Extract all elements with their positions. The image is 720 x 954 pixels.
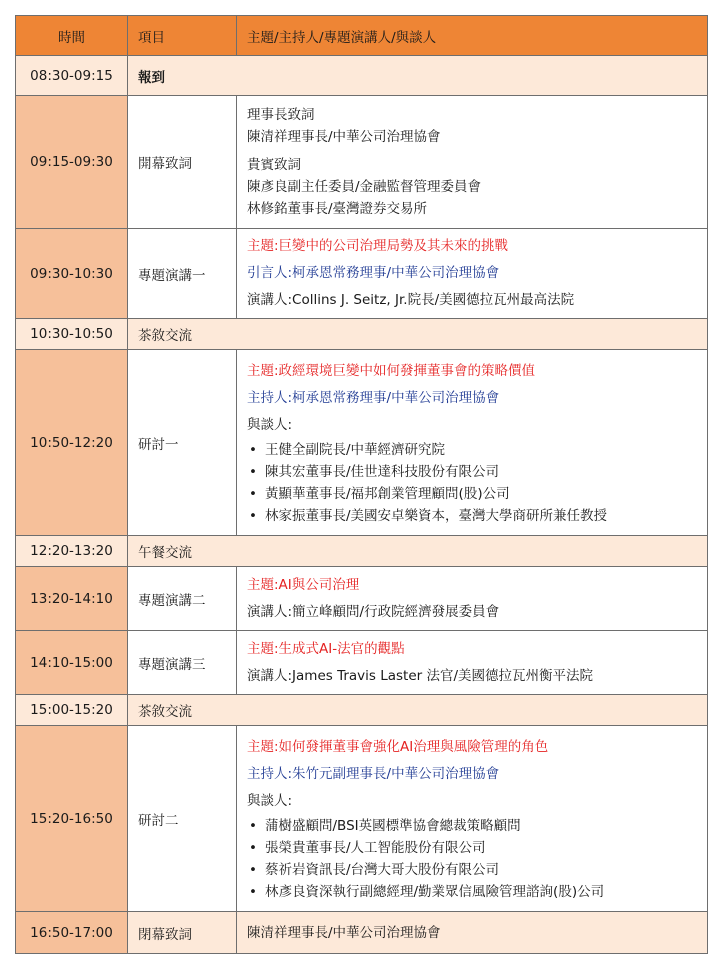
- table-row: [16, 319, 708, 350]
- table-row: [16, 726, 708, 912]
- topic-line: 貴賓致詞: [247, 157, 301, 173]
- table-row: [16, 695, 708, 726]
- item-cell: 專題演講二: [128, 567, 237, 631]
- topic-cell: 陳清祥理事長/中華公司治理協會: [237, 912, 708, 954]
- panelist-list: [247, 439, 697, 527]
- topic-line: 理事長致詞: [247, 107, 315, 123]
- topic-cell: [237, 350, 708, 536]
- list-item: • 張榮貴董事長/人工智能股份有限公司: [247, 837, 697, 859]
- table-row: [16, 56, 708, 96]
- table-row: [16, 631, 708, 695]
- session-theme: 主題:政經環境巨變中如何發揮董事會的策略價值: [247, 363, 536, 379]
- table-row: [16, 567, 708, 631]
- time-cell: 08:30-09:15: [16, 56, 128, 96]
- table-row: [16, 912, 708, 954]
- time-cell: 10:50-12:20: [16, 350, 128, 536]
- time-cell: 15:00-15:20: [16, 695, 128, 726]
- time-cell: 10:30-10:50: [16, 319, 128, 350]
- time-cell: 12:20-13:20: [16, 536, 128, 567]
- topic-line: 陳清祥理事長/中華公司治理協會: [247, 129, 441, 145]
- item-cell: 研討一: [128, 350, 237, 536]
- topic-cell: [237, 567, 708, 631]
- session-speaker: 演講人:James Travis Laster 法官/美國德拉瓦州衡平法院: [247, 667, 594, 684]
- event-cell: 報到: [128, 56, 708, 96]
- panelist-list: [247, 815, 697, 903]
- topic-cell: [237, 631, 708, 695]
- agenda-table: [15, 15, 708, 954]
- header-item: 項目: [128, 16, 237, 56]
- time-cell: 13:20-14:10: [16, 567, 128, 631]
- session-theme: 主題:AI與公司治理: [247, 576, 360, 593]
- event-cell: 茶敘交流: [128, 319, 708, 350]
- list-item: • 黃顯華董事長/福邦創業管理顧問(股)公司: [247, 483, 697, 505]
- item-cell: 研討二: [128, 726, 237, 912]
- item-cell: 開幕致詞: [128, 96, 237, 229]
- time-cell: 15:20-16:50: [16, 726, 128, 912]
- session-speaker: 演講人:簡立峰顧問/行政院經濟發展委員會: [247, 603, 500, 620]
- session-theme: 主題:生成式AI-法官的觀點: [247, 640, 405, 657]
- session-host: 主持人:朱竹元副理事長/中華公司治理協會: [247, 766, 500, 782]
- panel-label: 與談人:: [247, 417, 293, 433]
- topic-line: 陳彥良副主任委員/金融監督管理委員會: [247, 179, 482, 195]
- session-host: 主持人:柯承恩常務理事/中華公司治理協會: [247, 390, 500, 406]
- item-cell: 專題演講一: [128, 229, 237, 319]
- session-theme: 主題:如何發揮董事會強化AI治理與風險管理的角色: [247, 739, 549, 755]
- session-theme: 主題:巨變中的公司治理局勢及其未來的挑戰: [247, 238, 509, 254]
- topic-cell: [237, 229, 708, 319]
- header-topic: 主題/主持人/專題演講人/與談人: [237, 16, 708, 56]
- list-item: • 王健全副院長/中華經濟研究院: [247, 439, 697, 461]
- list-item: • 林家振董事長/美國安卓樂資本，臺灣大學商研所兼任教授: [247, 505, 697, 527]
- time-cell: 09:30-10:30: [16, 229, 128, 319]
- session-speaker: 演講人:Collins J. Seitz, Jr.院長/美國德拉瓦州最高法院: [247, 292, 575, 308]
- time-cell: 16:50-17:00: [16, 912, 128, 954]
- table-row: [16, 229, 708, 319]
- topic-cell: [237, 726, 708, 912]
- table-row: [16, 350, 708, 536]
- time-cell: 14:10-15:00: [16, 631, 128, 695]
- item-cell: 閉幕致詞: [128, 912, 237, 954]
- list-item: • 蒲樹盛顧問/BSI英國標準協會總裁策略顧問: [247, 815, 697, 837]
- time-cell: 09:15-09:30: [16, 96, 128, 229]
- event-cell: 午餐交流: [128, 536, 708, 567]
- table-row: [16, 536, 708, 567]
- panel-label: 與談人:: [247, 793, 293, 809]
- event-cell: 茶敘交流: [128, 695, 708, 726]
- session-host: 引言人:柯承恩常務理事/中華公司治理協會: [247, 265, 500, 281]
- list-item: • 林彥良資深執行副總經理/勤業眾信風險管理諮詢(股)公司: [247, 881, 697, 903]
- topic-cell: [237, 96, 708, 229]
- table-row: [16, 96, 708, 229]
- header-time: 時間: [16, 16, 128, 56]
- list-item: • 蔡祈岩資訊長/台灣大哥大股份有限公司: [247, 859, 697, 881]
- topic-line: 林修銘董事長/臺灣證券交易所: [247, 201, 428, 217]
- header-row: [16, 16, 708, 56]
- item-cell: 專題演講三: [128, 631, 237, 695]
- list-item: • 陳其宏董事長/佳世達科技股份有限公司: [247, 461, 697, 483]
